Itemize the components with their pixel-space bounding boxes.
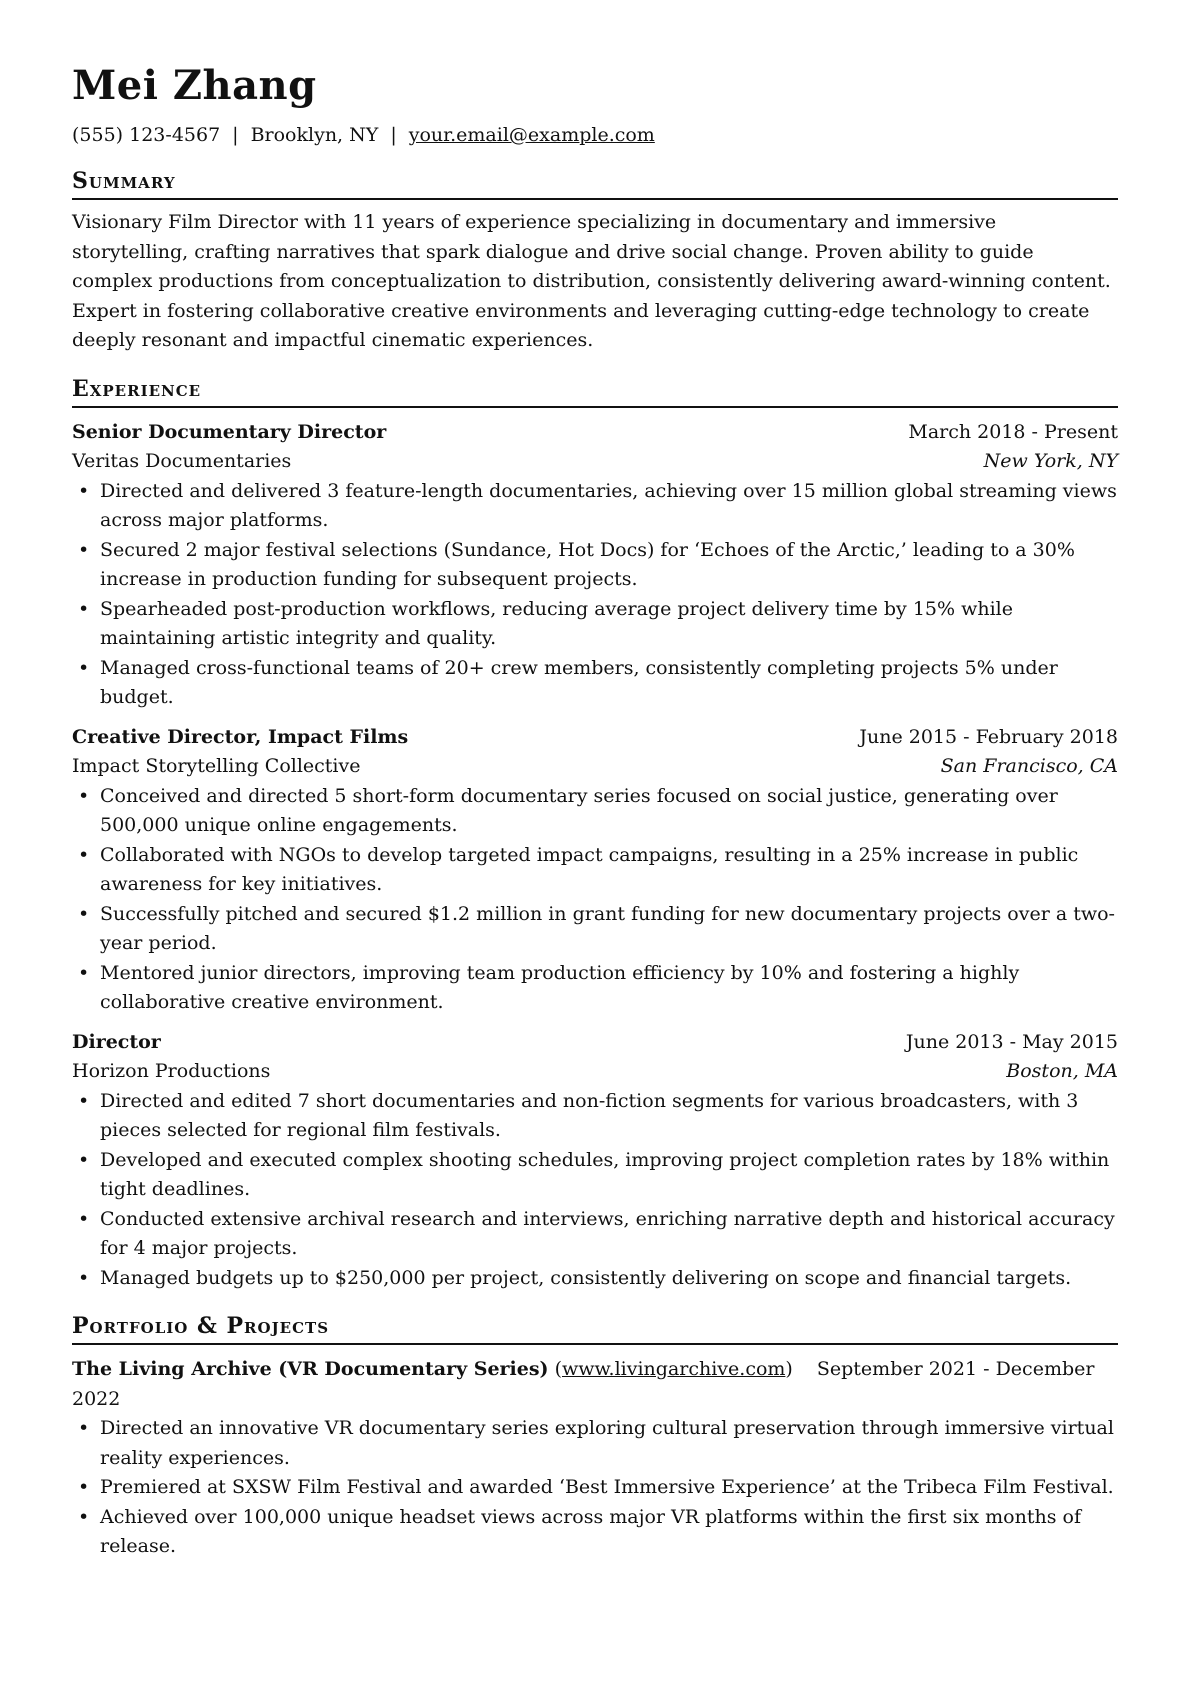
job-company-row — [72, 447, 1118, 477]
job-company: Horizon Productions — [72, 1060, 271, 1082]
list-item: • Directed and delivered 3 feature-length documentaries, achieving over 15 million global streaming views across major platforms. — [100, 477, 1118, 536]
project-title: The Living Archive (VR Documentary Series) — [72, 1358, 549, 1380]
candidate-name: Mei Zhang — [72, 62, 317, 109]
list-item: • Directed an innovative VR documentary series exploring cultural preservation through immersive virtual reality experiences. — [100, 1414, 1118, 1473]
list-item: • Directed and edited 7 short documentaries and non-fiction segments for various broadcasters, with 3 pieces selected for regional film festivals. — [100, 1087, 1118, 1146]
job-company-row — [72, 752, 1118, 782]
list-item: • Conceived and directed 5 short-form documentary series focused on social justice, generating over 500,000 unique online engagements. — [100, 782, 1118, 841]
list-item: • Premiered at SXSW Film Festival and awarded ‘Best Immersive Experience’ at the Tribeca Film Festival. — [100, 1473, 1118, 1503]
list-item: • Mentored junior directors, improving team production efficiency by 10% and fostering a highly collaborative creative environment. — [100, 959, 1118, 1018]
list-item: • Managed cross-functional teams of 20+ crew members, consistently completing projects 5% under budget. — [100, 654, 1118, 713]
job-header-row — [72, 418, 1118, 448]
project-link[interactable]: www.livingarchive.com — [562, 1358, 786, 1380]
job-bullets — [72, 1087, 1118, 1294]
list-item: • Secured 2 major festival selections (Sundance, Hot Docs) for ‘Echoes of the Arctic,’ leading to a 30% increase in production funding for subsequent projects. — [100, 536, 1118, 595]
list-item: • Successfully pitched and secured $1.2 million in grant funding for new documentary projects over a two-year period. — [100, 900, 1118, 959]
project-dates: September 2021 - December 2022 — [72, 1358, 1095, 1410]
job-header-row — [72, 723, 1118, 753]
list-item: • Conducted extensive archival research and interviews, enriching narrative depth and historical accuracy for 4 major projects. — [100, 1205, 1118, 1264]
list-item: • Achieved over 100,000 unique headset views across major VR platforms within the first six months of release. — [100, 1503, 1118, 1562]
job-location: Boston, MA — [1006, 1060, 1118, 1082]
phone-number: (555) 123-4567 — [72, 124, 221, 146]
job-dates: March 2018 - Present — [908, 420, 1118, 443]
separator: | — [232, 124, 239, 146]
list-item: • Spearheaded post-production workflows, reducing average project delivery time by 15% while maintaining artistic integrity and quality. — [100, 595, 1118, 654]
separator: | — [390, 124, 397, 146]
list-item: • Managed budgets up to $250,000 per project, consistently delivering on scope and financial targets. — [100, 1264, 1118, 1294]
job-title: Director — [72, 1030, 161, 1053]
email-link[interactable]: your.email@example.com — [408, 124, 655, 146]
job-title: Senior Documentary Director — [72, 420, 387, 443]
job-location: San Francisco, CA — [940, 755, 1118, 777]
job-bullets — [72, 477, 1118, 713]
list-item: • Developed and executed complex shooting schedules, improving project completion rates by 18% within tight deadlines. — [100, 1146, 1118, 1205]
job-company: Impact Storytelling Collective — [72, 755, 361, 777]
location: Brooklyn, NY — [250, 124, 379, 146]
job-bullets — [72, 782, 1118, 1018]
job-entry — [72, 418, 1118, 713]
job-title: Creative Director, Impact Films — [72, 725, 409, 748]
job-entry — [72, 723, 1118, 1018]
job-header-row — [72, 1028, 1118, 1058]
section-title-summary: Summary — [72, 166, 1118, 200]
job-company-row — [72, 1057, 1118, 1087]
job-dates: June 2015 - February 2018 — [859, 725, 1118, 748]
job-dates: June 2013 - May 2015 — [905, 1030, 1118, 1053]
project-header: The Living Archive (VR Documentary Series) (www.livingarchive.com) September 2021 - December 2022 — [72, 1358, 1095, 1410]
job-location: New York, NY — [983, 450, 1118, 472]
job-company: Veritas Documentaries — [72, 450, 292, 472]
summary-text: Visionary Film Director with 11 years of experience specializing in documentary and immersive storytelling, crafting narratives that spark dialogue and drive social change. Proven ability to guide complex productions from conceptualization to distribution, consistently delivering award-winning content. Expert in fostering collaborative creative environments and leveraging cutting-edge technology to create deeply resonant and impactful cinematic experiences. — [72, 211, 1111, 351]
list-item: • Collaborated with NGOs to develop targeted impact campaigns, resulting in a 25% increase in public awareness for key initiatives. — [100, 841, 1118, 900]
project-bullets — [72, 1414, 1118, 1562]
section-title-portfolio: Portfolio & Projects — [72, 1311, 1118, 1345]
section-title-experience: Experience — [72, 374, 1118, 408]
job-entry — [72, 1028, 1118, 1294]
contact-line — [72, 122, 1118, 148]
